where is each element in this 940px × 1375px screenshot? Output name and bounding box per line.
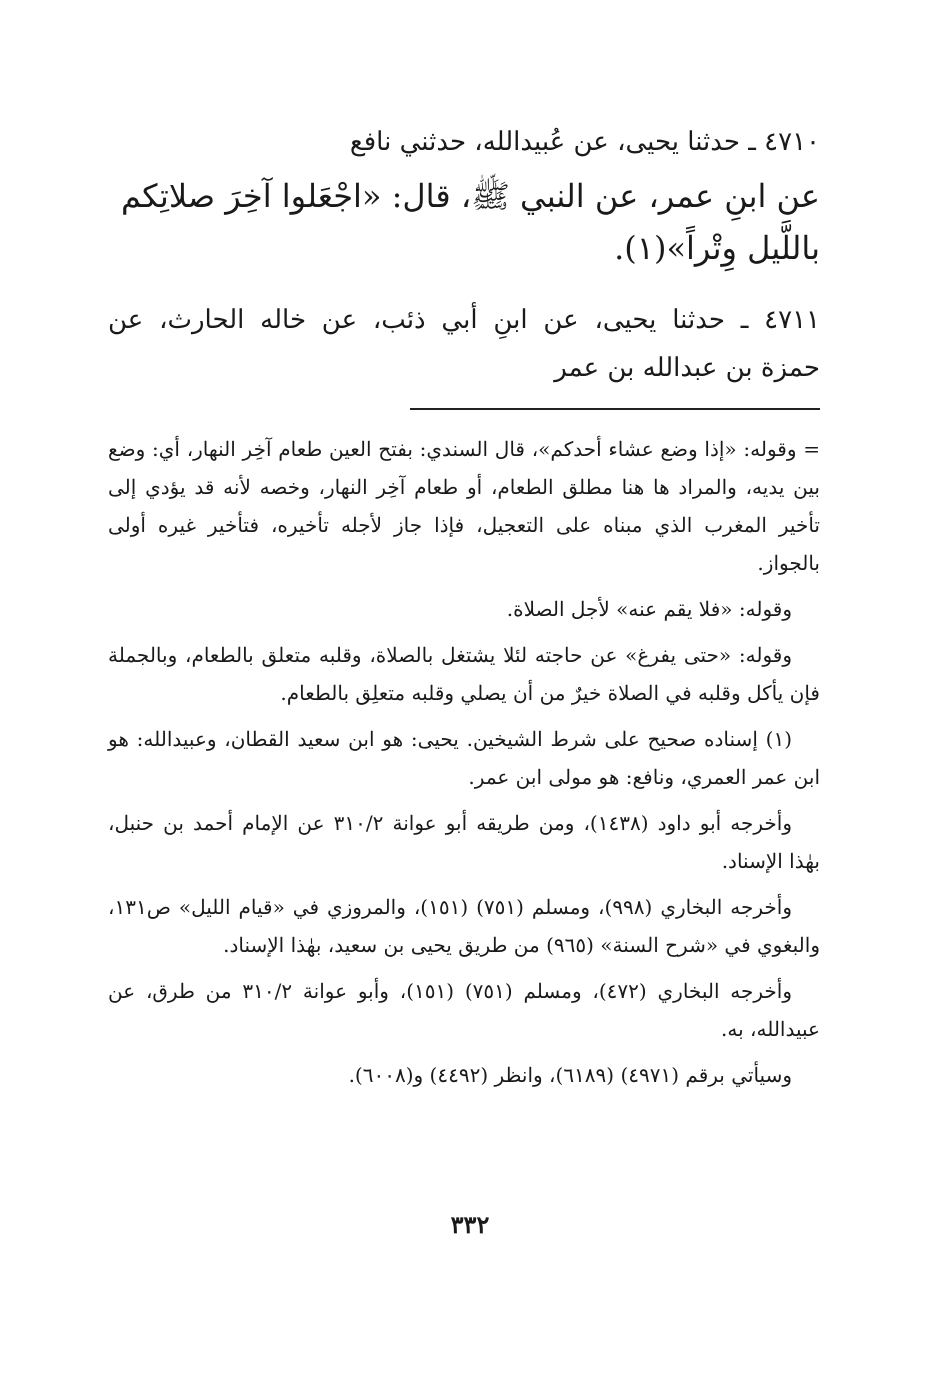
- hadith-4710-matn-line-1: عن ابنِ عمر، عن النبي ﷺ، قال: «اجْعَلوا آخِرَ صلاتِكم: [120, 177, 820, 215]
- footnotes: [108, 430, 820, 1094]
- page-number: ٣٣٢: [450, 1210, 490, 1239]
- footnote-paragraph: وأخرجه أبو داود (١٤٣٨)، ومن طريقه أبو عوانة ٣١٠/٢ عن الإمام أحمد بن حنبل، بهٰذا الإسناد.: [108, 811, 820, 873]
- footnote-paragraph: وسيأتي برقم (٤٩٧١) (٦١٨٩)، وانظر (٤٤٩٢) و(٦٠٠٨).: [348, 1063, 792, 1087]
- hadith-4710-isnad: ٤٧١٠ ـ حدثنا يحيى، عن عُبيدالله، حدثني نافع: [349, 127, 820, 157]
- footnote-paragraph: = وقوله: «إذا وضع عشاء أحدكم»، قال السندي: بفتح العين طعام آخِر النهار، أي: وضع بين يديه، والمراد ها هنا مطلق الطعام، أو طعام آخِر النهار، وخصه لأنه قد يؤدي إلى تأخير المغرب الذي مبناه على التعجيل، فإذا جاز لأجله تأخيره، فتأخير غيره أولى بالجواز.: [108, 437, 820, 575]
- hadith-4710: [108, 118, 820, 274]
- hadith-4711-line-2: حمزة بن عبدالله بن عمر: [554, 353, 820, 383]
- hadith-4711: [108, 296, 820, 392]
- footnote-paragraph: وأخرجه البخاري (٤٧٢)، ومسلم (٧٥١) (١٥١)، وأبو عوانة ٣١٠/٢ من طرق، عن عبيدالله، به.: [108, 979, 820, 1041]
- footnote-paragraph: وأخرجه البخاري (٩٩٨)، ومسلم (٧٥١) (١٥١)، والمروزي في «قيام الليل» ص١٣١، والبغوي في «شرح السنة» (٩٦٥) من طريق يحيى بن سعيد، بهٰذا الإسناد.: [108, 895, 820, 957]
- footnote-paragraph: وقوله: «فلا يقم عنه» لأجل الصلاة.: [506, 597, 792, 621]
- hadith-4711-line-1: ٤٧١١ ـ حدثنا يحيى، عن ابنِ أبي ذئب، عن خاله الحارث، عن: [108, 305, 820, 335]
- page-body: [108, 118, 820, 1102]
- footnote-separator: [410, 408, 820, 410]
- hadith-4710-matn-line-2: باللَّيل وِتْراً»(١).: [614, 229, 820, 267]
- footnote-paragraph: (١) إسناده صحيح على شرط الشيخين. يحيى: هو ابن سعيد القطان، وعبيدالله: هو ابن عمر العمري، ونافع: هو مولى ابن عمر.: [108, 727, 820, 789]
- footnote-paragraph: وقوله: «حتى يفرغ» عن حاجته لئلا يشتغل بالصلاة، وقلبه متعلق بالطعام، وبالجملة فإن يأكل وقلبه في الصلاة خيرٌ من أن يصلي وقلبه متعلِق بالطعام.: [108, 643, 820, 705]
